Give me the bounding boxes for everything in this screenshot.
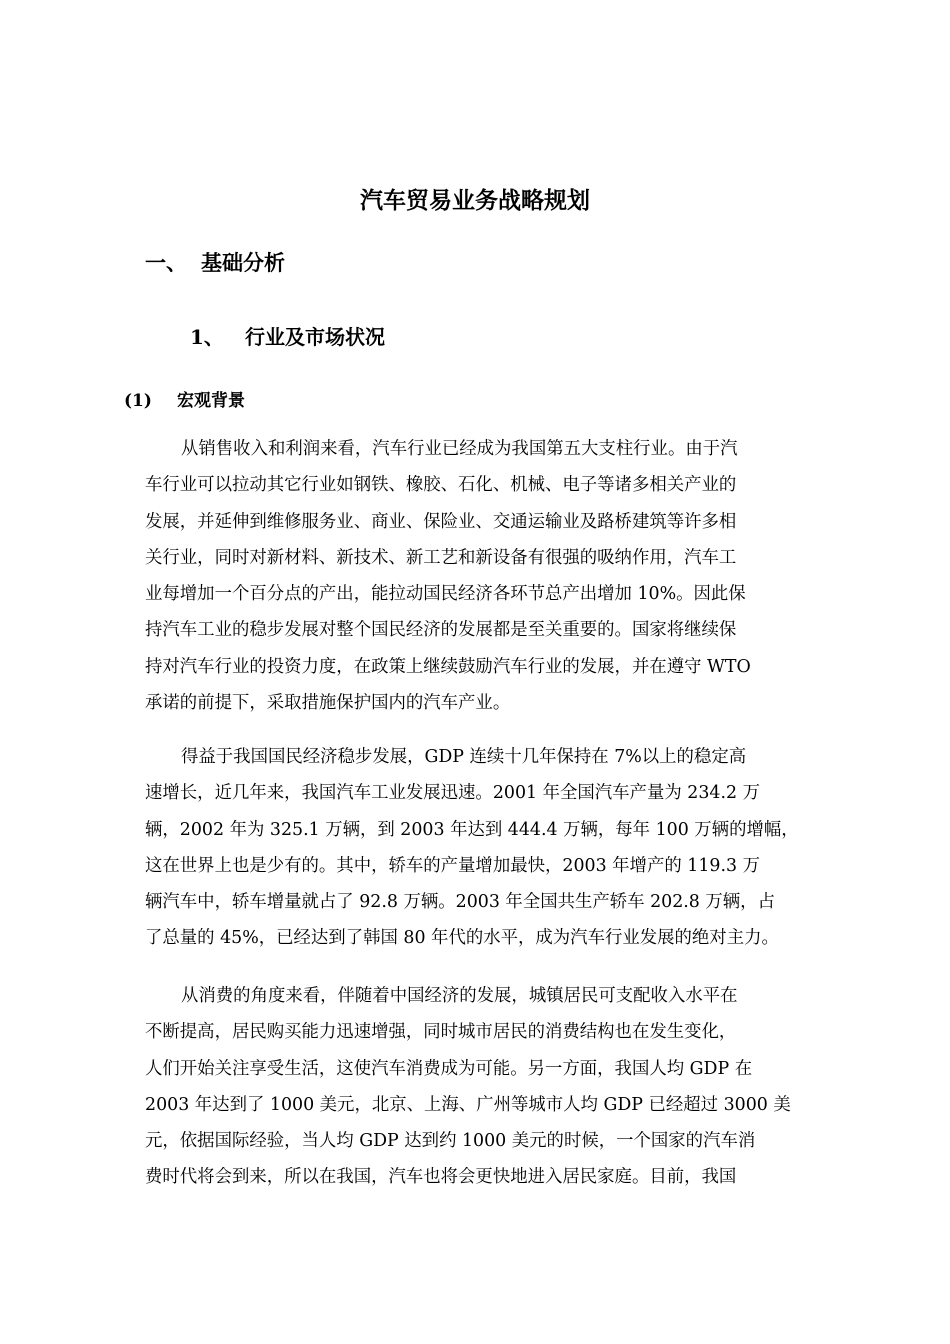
paragraph-line: 承诺的前提下，采取措施保护国内的汽车产业。: [145, 693, 511, 714]
paragraph-line: 从消费的角度来看，伴随着中国经济的发展，城镇居民可支配收入水平在: [181, 986, 738, 1006]
section-title: 基础分析: [201, 250, 285, 275]
subsubsection-heading: [124, 387, 245, 415]
paragraph-line: 不断提高，居民购买能力迅速增强，同时城市居民的消费结构也在发生变化，: [145, 1022, 737, 1043]
paragraph-production-growth: [145, 739, 813, 957]
section-heading: [145, 247, 285, 279]
paragraph-line: 这在世界上也是少有的。其中，轿车的产量增加最快，2003 年增产的 119.3 万: [145, 855, 760, 876]
paragraph-line: 发展，并延伸到维修服务业、商业、保险业、交通运输业及路桥建筑等许多相: [145, 511, 737, 532]
subsubsection-number: (1): [124, 391, 152, 411]
subsection-heading: [190, 321, 385, 353]
subsection-title: 行业及市场状况: [245, 325, 385, 349]
paragraph-line: 持汽车工业的稳步发展对整个国民经济的发展都是至关重要的。国家将继续保: [145, 620, 737, 641]
paragraph-line: 得益于我国国民经济稳步发展，GDP 连续十几年保持在 7%以上的稳定高: [181, 747, 747, 767]
paragraph-macro-background: [145, 431, 813, 721]
paragraph-line: 2003 年达到了 1000 美元，北京、上海、广州等城市人均 GDP 已经超过 3000 美: [145, 1094, 791, 1115]
paragraph-line: 费时代将会到来，所以在我国，汽车也将会更快地进入居民家庭。目前，我国: [145, 1167, 737, 1188]
paragraph-line: 业每增加一个百分点的产出，能拉动国民经济各环节总产出增加 10%。因此保: [145, 584, 746, 605]
subsection-number: 1、: [190, 325, 224, 349]
section-number: 一、: [145, 250, 187, 275]
paragraph-line: 人们开始关注享受生活，这使汽车消费成为可能。另一方面，我国人均 GDP 在: [145, 1058, 753, 1079]
paragraph-line: 辆汽车中，轿车增量就占了 92.8 万辆。2003 年全国共生产轿车 202.8 万辆，占: [145, 892, 775, 913]
document-title: 汽车贸易业务战略规划: [360, 187, 590, 214]
paragraph-line: 速增长，近几年来，我国汽车工业发展迅速。2001 年全国汽车产量为 234.2 万: [145, 783, 760, 804]
paragraph-line: 车行业可以拉动其它行业如钢铁、橡胶、石化、机械、电子等诸多相关产业的: [145, 475, 737, 496]
paragraph-line: 元，依据国际经验，当人均 GDP 达到约 1000 美元的时候，一个国家的汽车消: [145, 1131, 756, 1152]
paragraph-line: 了总量的 45%，已经达到了韩国 80 年代的水平，成为汽车行业发展的绝对主力。: [145, 928, 779, 949]
subsubsection-title: 宏观背景: [177, 391, 245, 411]
paragraph-line: 持对汽车行业的投资力度，在政策上继续鼓励汽车行业的发展，并在遵守 WTO: [145, 656, 751, 677]
paragraph-line: 辆，2002 年为 325.1 万辆，到 2003 年达到 444.4 万辆，每年 100 万辆的增幅，: [145, 819, 799, 840]
paragraph-consumption: [145, 978, 813, 1196]
paragraph-line: 从销售收入和利润来看，汽车行业已经成为我国第五大支柱行业。由于汽: [181, 439, 738, 459]
paragraph-line: 关行业，同时对新材料、新技术、新工艺和新设备有很强的吸纳作用，汽车工: [145, 547, 737, 568]
